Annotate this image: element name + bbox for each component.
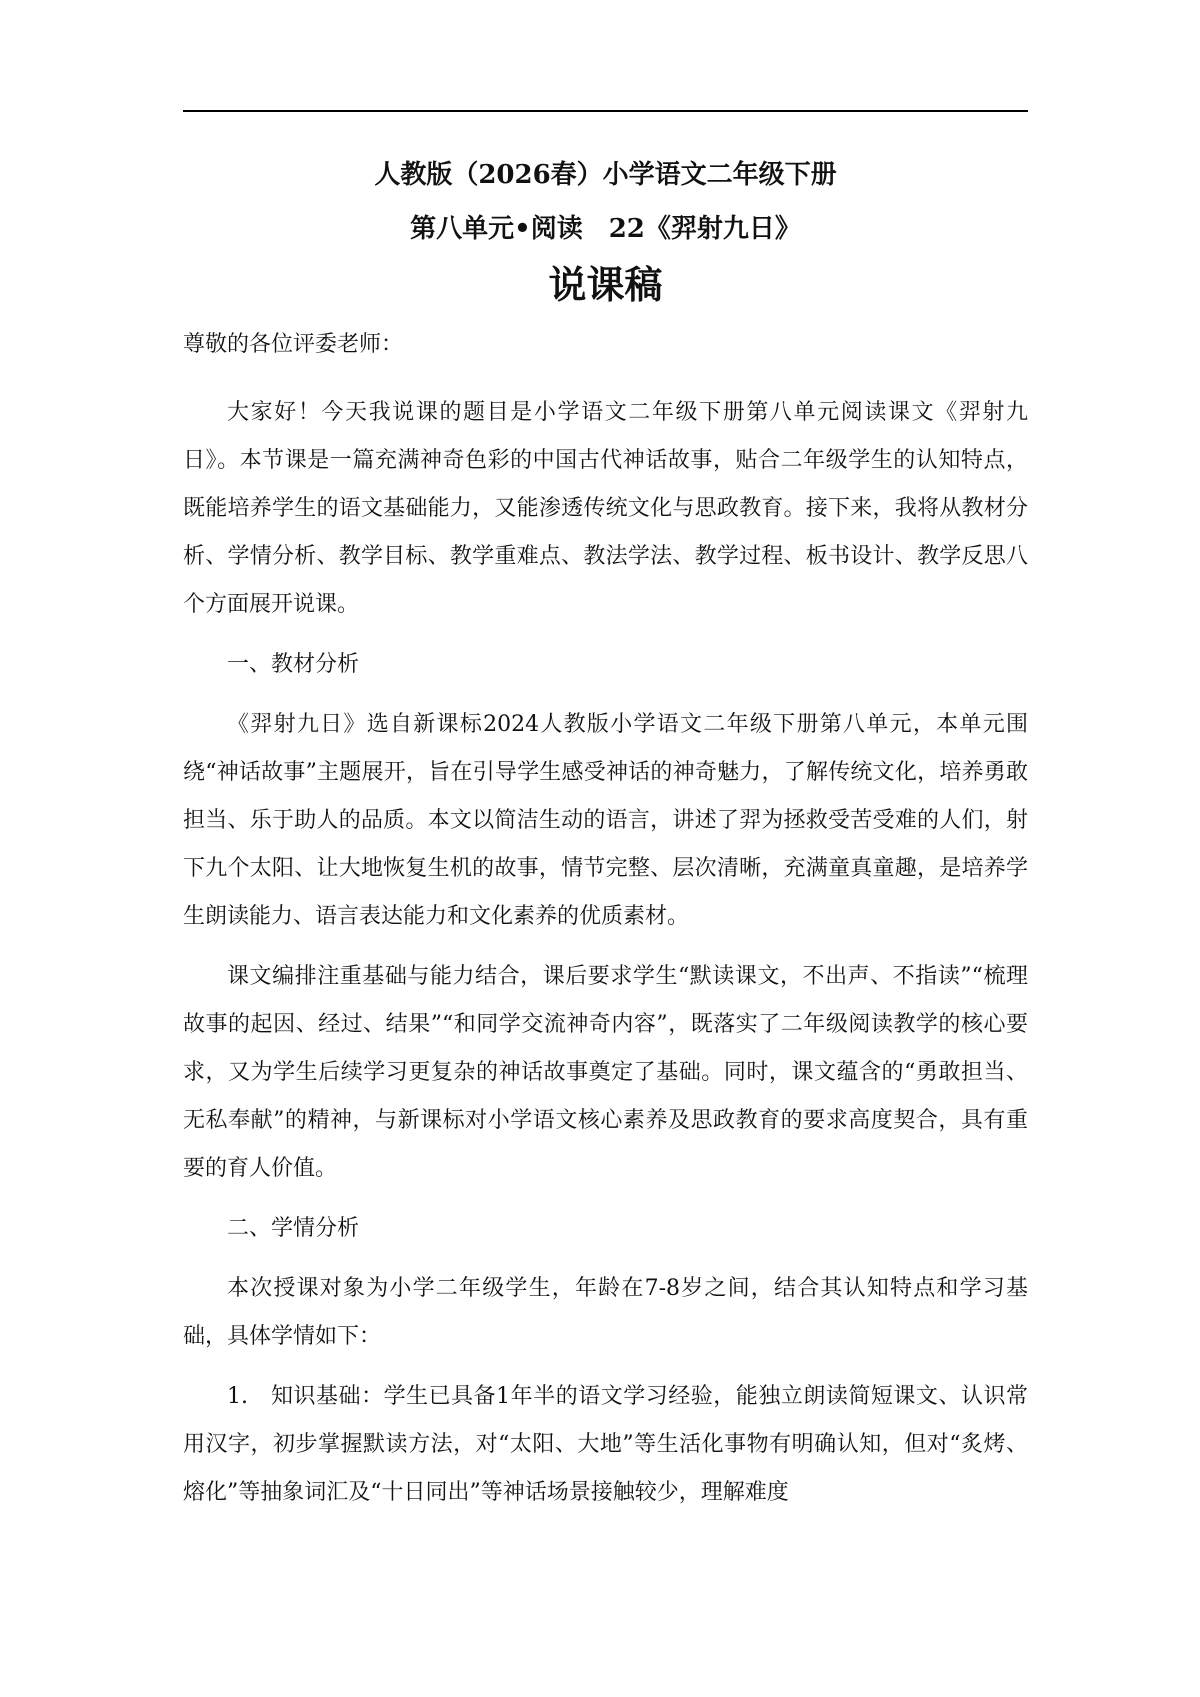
document-subtitle-textbook: 人教版（2026春）小学语文二年级下册: [374, 160, 837, 190]
document-subtitle-lesson: 第八单元•阅读 22《羿射九日》: [410, 214, 801, 244]
textbook-analysis-paragraph-2: 课文编排注重基础与能力结合，课后要求学生“默读课文，不出声、不指读”“梳理故事的起因、经过、结果”“和同学交流神奇内容”，既落实了二年级阅读教学的核心要求，又为学生后续学习更复杂的神话故事奠定了基础。同时，课文蕴含的“勇敢担当、无私奉献”的精神，与新课标对小学语文核心素养及思政教育的要求高度契合，具有重要的育人价值。: [183, 964, 1028, 1181]
document-page: [183, 155, 1028, 1529]
textbook-analysis-paragraph-1: 《羿射九日》选自新课标2024人教版小学语文二年级下册第八单元，本单元围绕“神话故事”主题展开，旨在引导学生感受神话的神奇魅力，了解传统文化，培养勇敢担当、乐于助人的品质。本文以简洁生动的语言，讲述了羿为拯救受苦受难的人们，射下九个太阳、让大地恢复生机的故事，情节完整、层次清晰，充满童真童趣，是培养学生朗读能力、语言表达能力和文化素养的优质素材。: [183, 712, 1028, 929]
learner-analysis-paragraph: 本次授课对象为小学二年级学生，年龄在7-8岁之间，结合其认知特点和学习基础，具体学情如下：: [183, 1276, 1028, 1349]
document-title: 说课稿: [548, 262, 663, 307]
header-rule: [183, 110, 1028, 112]
intro-paragraph: 大家好！今天我说课的题目是小学语文二年级下册第八单元阅读课文《羿射九日》。本节课是一篇充满神奇色彩的中国古代神话故事，贴合二年级学生的认知特点，既能培养学生的语文基础能力，又能渗透传统文化与思政教育。接下来，我将从教材分析、学情分析、教学目标、教学重难点、教法学法、教学过程、板书设计、教学反思八个方面展开说课。: [183, 400, 1028, 617]
learner-analysis-item-1: 1. 知识基础：学生已具备1年半的语文学习经验，能独立朗读简短课文、认识常用汉字，初步掌握默读方法，对“太阳、大地”等生活化事物有明确认知，但对“炙烤、熔化”等抽象词汇及“十日同出”等神话场景接触较少，理解难度: [183, 1384, 1028, 1505]
section-heading-learner-analysis: 二、学情分析: [227, 1216, 360, 1241]
salutation: 尊敬的各位评委老师：: [183, 332, 404, 357]
section-heading-textbook-analysis: 一、教材分析: [227, 652, 360, 677]
